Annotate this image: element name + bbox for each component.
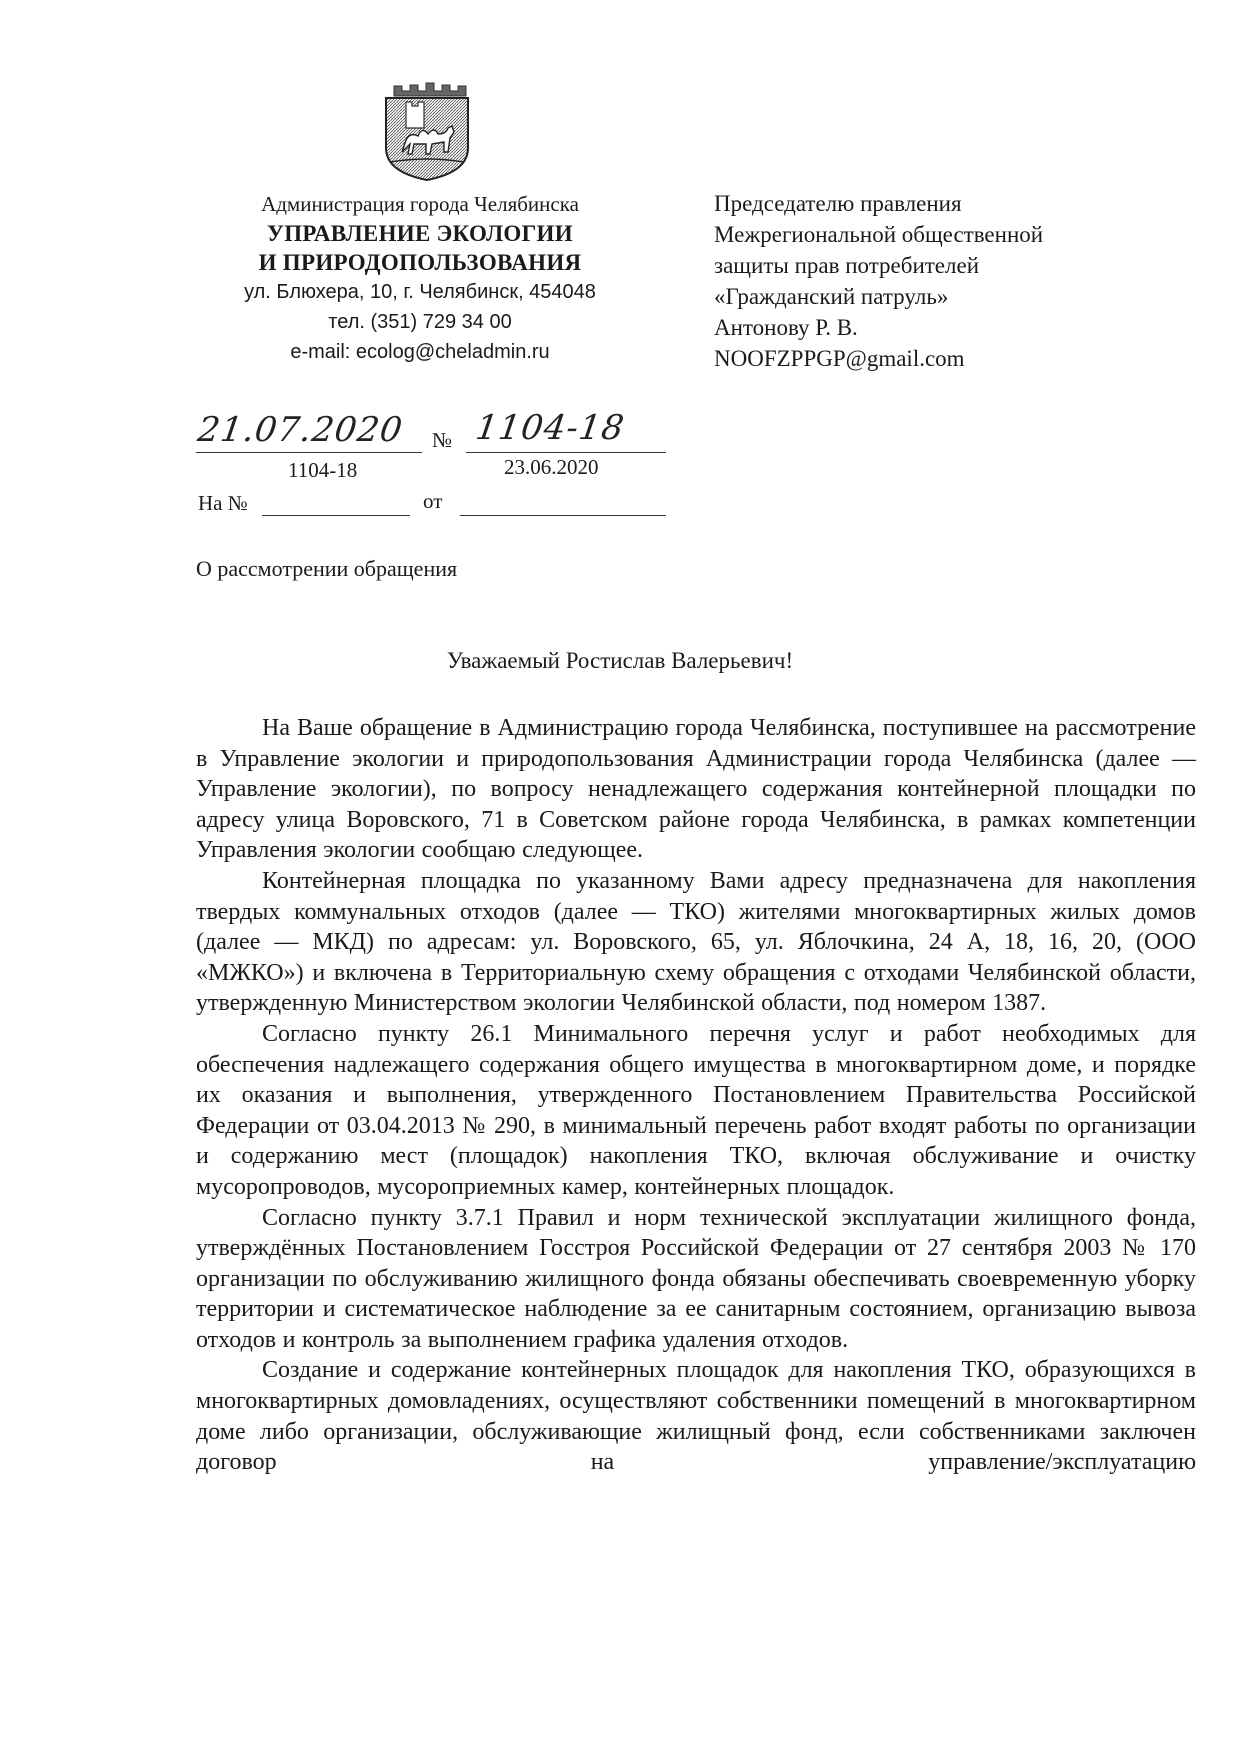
recipient-line: Антонову Р. В. [714, 315, 858, 340]
sender-org: Администрация города Челябинска [261, 192, 579, 216]
sender-address: ул. Блюхера, 10, г. Челябинск, 454048 [244, 281, 596, 303]
reply-number-line [262, 515, 410, 516]
body-paragraph: Согласно пункту 26.1 Минимального перечня услуг и работ необходимых для обеспечения надлежащего содержания общего имущества в многоквартирном доме, и порядке их оказания и выполнения, утвержденного Постановлением Правительства Российской Федерации от 03.04.2013 № 290, в минимальный перечень работ входят работы по организации и содержанию мест (площадок) накопления ТКО, включая обслуживание и очистку мусоропроводов, мусороприемных камер, контейнерных площадок. [196, 1020, 1196, 1200]
handwritten-number: 1104-18 [473, 408, 628, 448]
reply-date-line [460, 515, 666, 516]
sender-dept-line1: УПРАВЛЕНИЕ ЭКОЛОГИИ [267, 221, 573, 246]
number-line [466, 452, 666, 453]
coat-of-arms-emblem [372, 82, 480, 182]
sender-email: e-mail: ecolog@cheladmin.ru [290, 341, 550, 363]
letter-subject: О рассмотрении обращения [196, 556, 458, 581]
recipient-line: Межрегиональной общественной [714, 222, 1044, 247]
recipient-block [714, 188, 1184, 374]
date-line [196, 452, 422, 453]
letter-body [196, 713, 1196, 1478]
recipient-email: NOOFZPPGP@gmail.com [714, 346, 965, 371]
letter-greeting: Уважаемый Ростислав Валерьевич! [446, 648, 794, 673]
typed-number: 1104-18 [288, 458, 358, 482]
sender-phone: тел. (351) 729 34 00 [328, 311, 512, 333]
body-paragraph: Согласно пункту 3.7.1 Правил и норм технической эксплуатации жилищного фонда, утверждённых Постановлением Госстроя Российской Федерации от 27 сентября 2003 № 170 организации по обслуживанию жилищного фонда обязаны обеспечивать своевременную уборку территории и систематическое наблюдение за ее санитарным состоянием, организацию вывоза отходов и контроль за выполнением графика удаления отходов. [196, 1204, 1196, 1353]
body-paragraph: На Ваше обращение в Администрацию города Челябинска, поступившее на рассмотрение в Управление экологии и природопользования Администрации города Челябинска (далее — Управление экологии), по вопросу ненадлежащего содержания контейнерной площадки по адресу улица Воровского, 71 в Советском районе города Челябинска, в рамках компетенции Управления экологии сообщаю следующее. [196, 715, 1196, 864]
recipient-line: «Гражданский патруль» [714, 284, 949, 309]
typed-date: 23.06.2020 [504, 455, 599, 479]
sender-block [200, 190, 640, 367]
reply-number-label: На № [198, 491, 248, 515]
number-label: № [432, 428, 453, 452]
reply-from-label: от [423, 489, 443, 513]
body-paragraph: Создание и содержание контейнерных площадок для накопления ТКО, образующихся в многоквартирных домовладениях, осуществляют собственники помещений в многоквартирном доме либо организации, обслуживающие жилищный фонд, если собственниками заключен договор на управление/эксплуатацию [196, 1357, 1196, 1476]
handwritten-date: 21.07.2020 [195, 410, 406, 450]
body-paragraph: Контейнерная площадка по указанному Вами адресу предназначена для накопления твердых коммунальных отходов (далее — ТКО) жителями многоквартирных жилых домов (далее — МКД) по адресам: ул. Воровского, 65, ул. Яблочкина, 24 А, 18, 16, 20, (ООО «МЖКО») и включена в Территориальную схему обращения с отходами Челябинской области, утвержденную Министерством экологии Челябинской области, под номером 1387. [196, 867, 1196, 1017]
sender-dept-line2: И ПРИРОДОПОЛЬЗОВАНИЯ [258, 250, 582, 275]
recipient-line: Председателю правления [714, 191, 962, 216]
recipient-line: защиты прав потребителей [714, 253, 980, 278]
